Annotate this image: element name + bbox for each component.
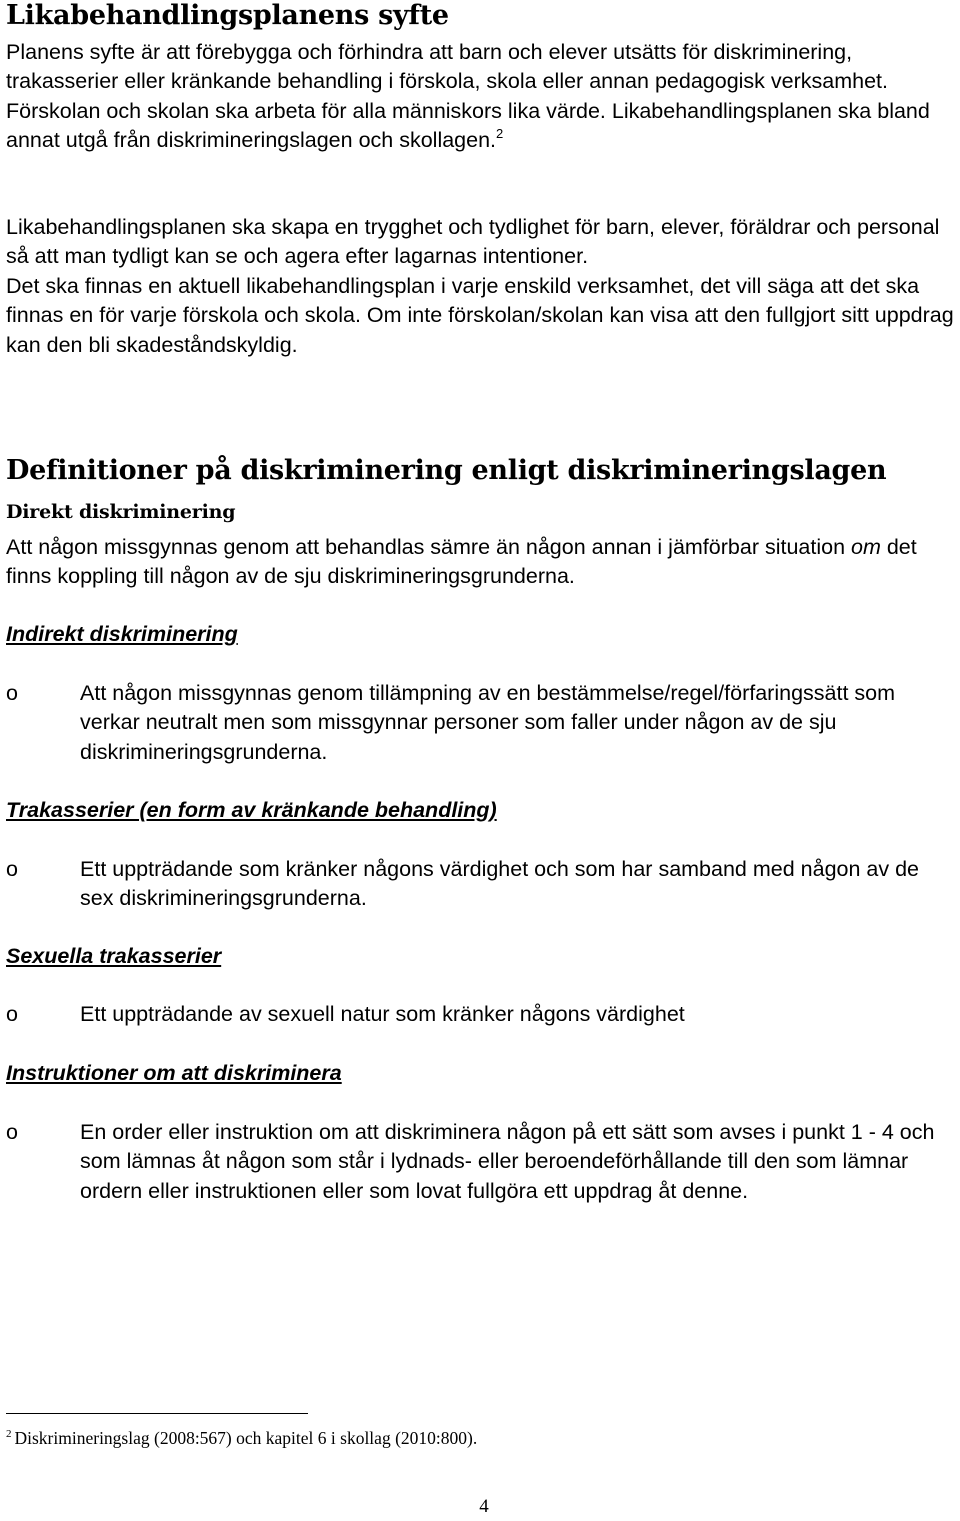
subheading-sexual-harassment: Sexuella trakasserier [6,944,222,968]
footnote-number: 2 [6,1428,12,1440]
bullet-marker: o [6,1002,18,1026]
list-item [6,1000,956,1029]
direct-discrimination-text [6,533,956,592]
footnote-separator [6,1413,308,1414]
list-item [6,679,956,767]
list-item [6,1118,956,1206]
direct-text-emphasis: om [851,535,881,559]
page-number: 4 [479,1496,489,1517]
instructions-text: En order eller instruktion om att diskriminera någon på ett sätt som avses i punkt 1 - 4 och som lämnas åt någon som står i lydnads- eller beroendeförhållande till den som lämnar ordern eller instruktionen eller som lovat fullgöra ett uppdrag åt denne. [80,1120,935,1203]
subheading-indirect-discrimination: Indirekt diskriminering [6,622,238,646]
plan-requirement-paragraph: Det ska finnas en aktuell likabehandlingsplan i varje enskild verksamhet, det vill säga att det ska finnas en för varje förskola och skola. Om inte förskolan/skolan kan visa att den fullgjort sitt uppdrag kan den bli skadeståndskyldig. [6,274,954,357]
bullet-marker: o [6,681,18,705]
footnote-reference: 2 [496,125,504,141]
section-title-purpose: Likabehandlingsplanens syfte [6,0,449,31]
list-item [6,855,956,914]
subheading-direct-discrimination: Direkt diskriminering [6,501,236,523]
subheading-harassment: Trakasserier (en form av kränkande behandling) [6,798,497,822]
sexual-harassment-text: Ett uppträdande av sexuell natur som kränker någons värdighet [80,1002,685,1026]
bullet-marker: o [6,1120,18,1144]
harassment-text: Ett uppträdande som kränker någons värdighet och som har samband med någon av de sex diskrimineringsgrunderna. [80,857,920,911]
trygghet-paragraph: Likabehandlingsplanen ska skapa en trygghet och tydlighet för barn, elever, föräldrar och personal så att man tydligt kan se och agera efter lagarnas intentioner. [6,215,940,269]
purpose-paragraph [6,38,956,155]
purpose-text: Planens syfte är att förebygga och förhindra att barn och elever utsätts för diskriminering, trakasserier eller kränkande behandling i förskola, skola eller annan pedagogisk verksamhet. Förskolan och skolan ska arbeta för alla människors lika värde. Likabehandlingsplanen ska bland annat utgå från diskrimineringslagen och skollagen. [6,40,930,152]
bullet-marker: o [6,857,18,881]
section-title-definitions: Definitioner på diskriminering enligt diskrimineringslagen [6,455,887,486]
footnote-text: Diskrimineringslag (2008:567) och kapitel 6 i skollag (2010:800). [14,1428,478,1448]
indirect-discrimination-text: Att någon missgynnas genom tillämpning av en bestämmelse/regel/förfaringssätt som verkar neutralt men som missgynnar personer som faller under någon av de sju diskrimineringsgrunderna. [80,681,896,764]
footnote [6,1427,477,1449]
direct-text-start: Att någon missgynnas genom att behandlas sämre än någon annan i jämförbar situation [6,535,851,559]
subheading-instructions-to-discriminate: Instruktioner om att diskriminera [6,1061,342,1085]
direct-text-end: det finns koppling till någon av de sju diskrimineringsgrunderna. [6,535,917,589]
